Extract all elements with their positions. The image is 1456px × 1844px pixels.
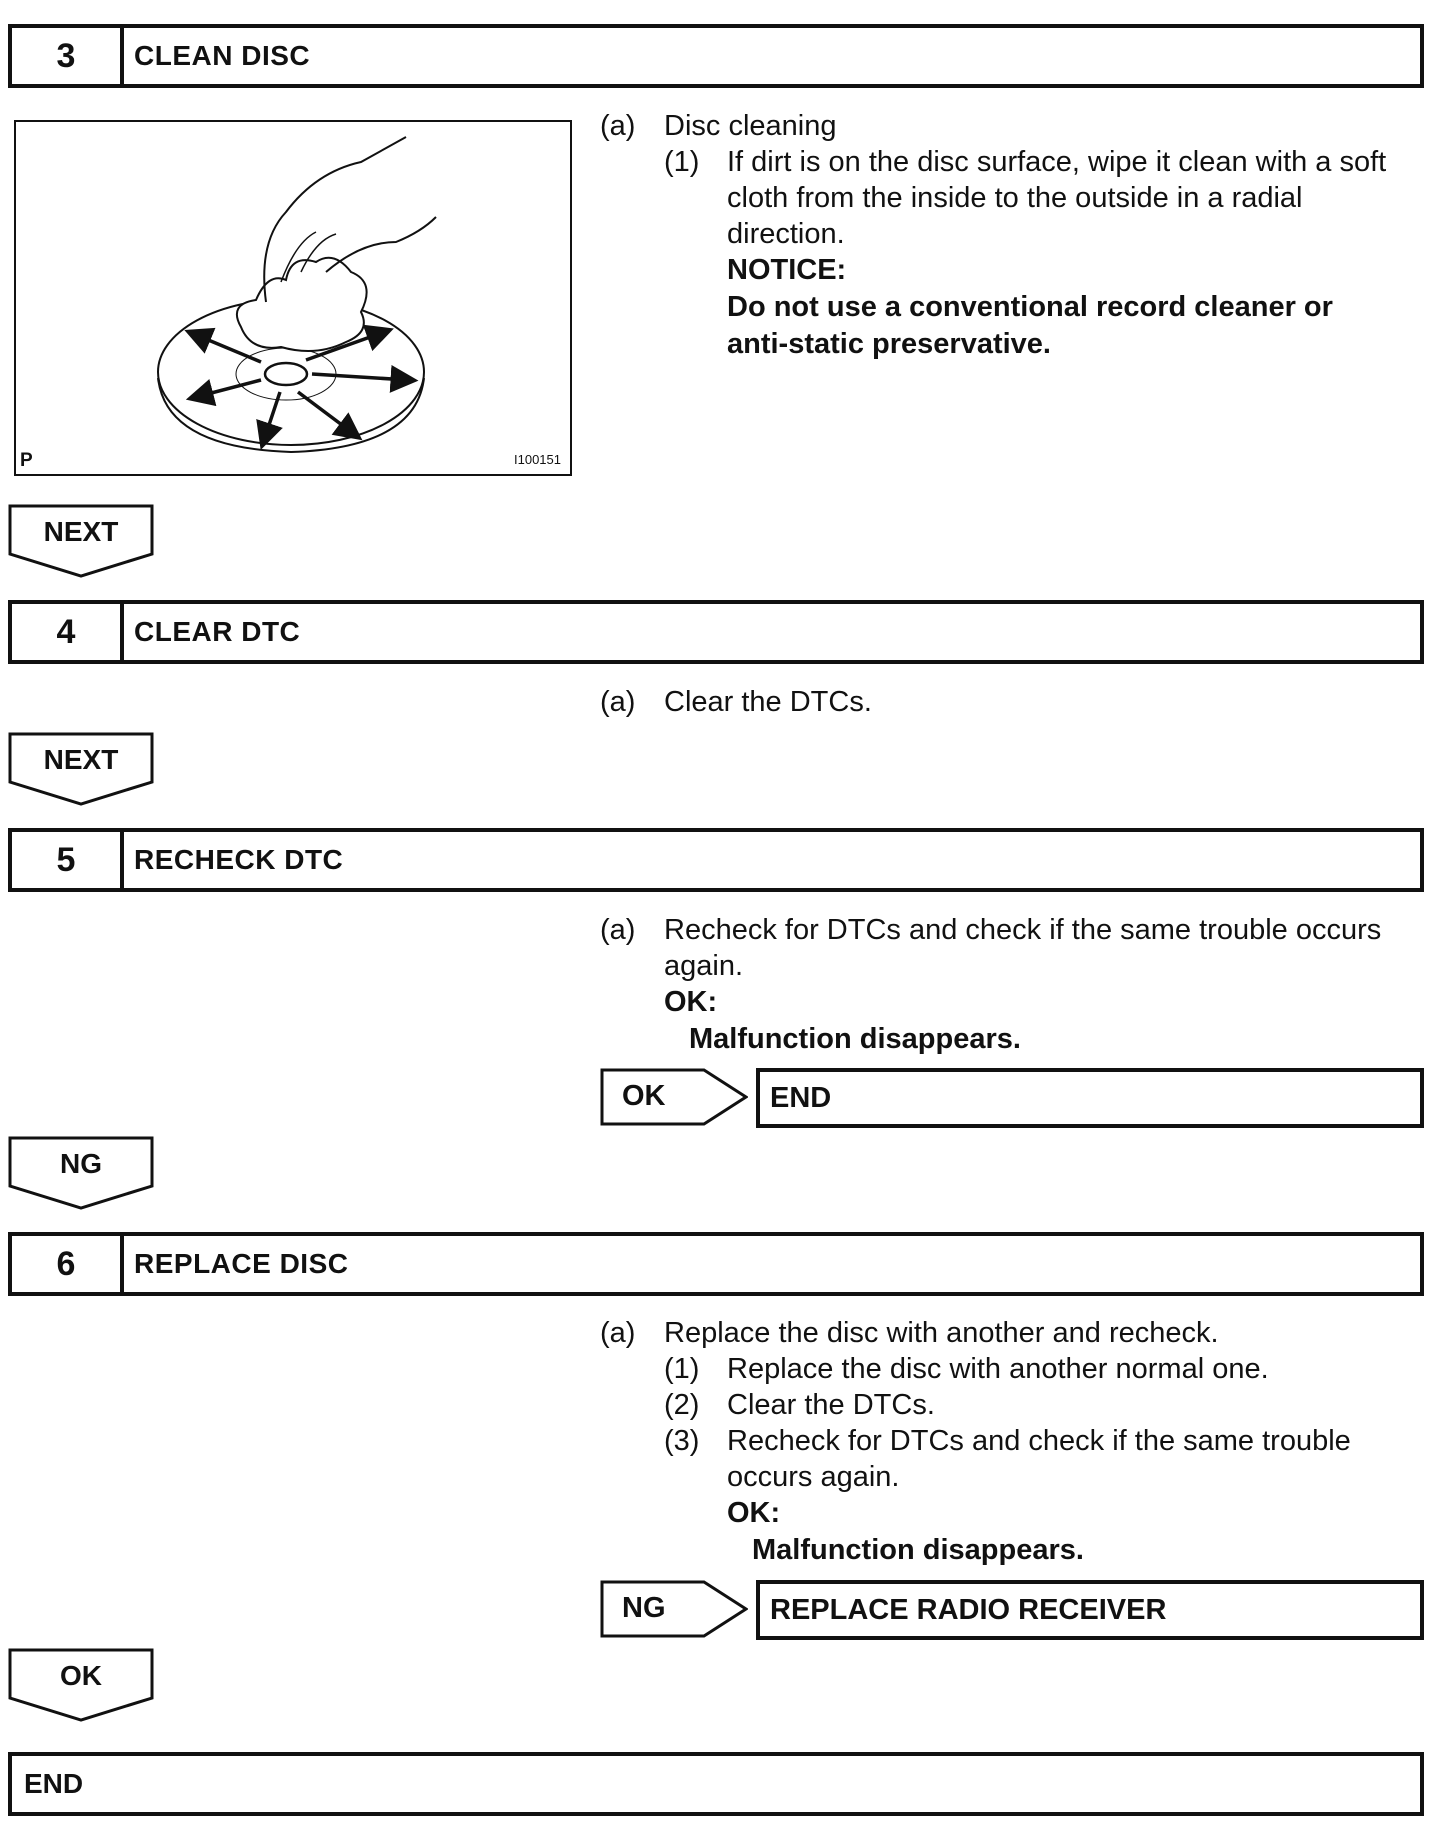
step4-a-text: Clear the DTCs. <box>664 686 872 718</box>
step6-a-marker: (a) <box>600 1317 636 1349</box>
ok-label: OK: <box>727 1497 781 1529</box>
result-tag-label: OK <box>622 1080 666 1112</box>
step6-s3-line: occurs again. <box>727 1461 900 1493</box>
step-number: 6 <box>12 1236 124 1292</box>
next-label: NEXT <box>43 744 119 775</box>
notice-line: Do not use a conventional record cleaner or <box>727 291 1333 323</box>
step6-s3-marker: (3) <box>664 1425 700 1457</box>
figure-id: I100151 <box>514 452 561 467</box>
step5-a-marker: (a) <box>600 914 636 946</box>
ok-result-tag <box>600 1068 748 1126</box>
notice-label: NOTICE: <box>727 254 847 286</box>
ok-result-box: END <box>756 1068 1424 1128</box>
step-4-header <box>8 600 1424 664</box>
step3-s1-line: direction. <box>727 218 845 250</box>
result-tag-label: NG <box>622 1592 666 1624</box>
ok-label: OK: <box>664 986 718 1018</box>
next-arrow-2 <box>8 732 154 806</box>
next-label: NEXT <box>43 516 119 547</box>
step5-a-line: Recheck for DTCs and check if the same trouble occurs <box>664 914 1382 946</box>
step-3-header <box>8 24 1424 88</box>
step-title: REPLACE DISC <box>134 1248 349 1279</box>
step6-s1-text: Replace the disc with another normal one. <box>727 1353 1269 1385</box>
step3-s1-line: cloth from the inside to the outside in a radial <box>727 182 1303 214</box>
step-number: 3 <box>12 28 124 84</box>
step6-s2-marker: (2) <box>664 1389 700 1421</box>
step6-s2-text: Clear the DTCs. <box>727 1389 935 1421</box>
ng-label: NG <box>60 1148 102 1179</box>
step-6-header <box>8 1232 1424 1296</box>
step5-a-line: again. <box>664 950 744 982</box>
step-title: CLEAR DTC <box>134 616 301 647</box>
ng-arrow <box>8 1136 154 1210</box>
step-number: 5 <box>12 832 124 888</box>
ng-result-tag <box>600 1580 748 1638</box>
step-title: CLEAN DISC <box>134 40 311 71</box>
ok-label: OK <box>60 1660 102 1691</box>
step-5-header <box>8 828 1424 892</box>
step3-a-marker: (a) <box>600 110 636 142</box>
ok-criterion: Malfunction disappears. <box>752 1534 1084 1566</box>
step4-a-marker: (a) <box>600 686 636 718</box>
step6-s1-marker: (1) <box>664 1353 700 1385</box>
figure-corner-label: P <box>20 450 33 471</box>
ok-arrow <box>8 1648 154 1722</box>
step3-s1-marker: (1) <box>664 146 700 178</box>
step-number: 4 <box>12 604 124 660</box>
final-end-box: END <box>8 1752 1424 1816</box>
ok-criterion: Malfunction disappears. <box>689 1023 1021 1055</box>
disc-cleaning-drawing <box>16 122 570 474</box>
next-arrow-1 <box>8 504 154 578</box>
notice-line: anti-static preservative. <box>727 328 1051 360</box>
step3-s1-line: If dirt is on the disc surface, wipe it clean with a soft <box>727 146 1387 178</box>
step6-s3-line: Recheck for DTCs and check if the same trouble <box>727 1425 1351 1457</box>
step6-a-text: Replace the disc with another and recheck. <box>664 1317 1219 1349</box>
step-title: RECHECK DTC <box>134 844 344 875</box>
disc-cleaning-illustration <box>14 120 572 476</box>
ng-result-box: REPLACE RADIO RECEIVER <box>756 1580 1424 1640</box>
step3-a-text: Disc cleaning <box>664 110 837 142</box>
